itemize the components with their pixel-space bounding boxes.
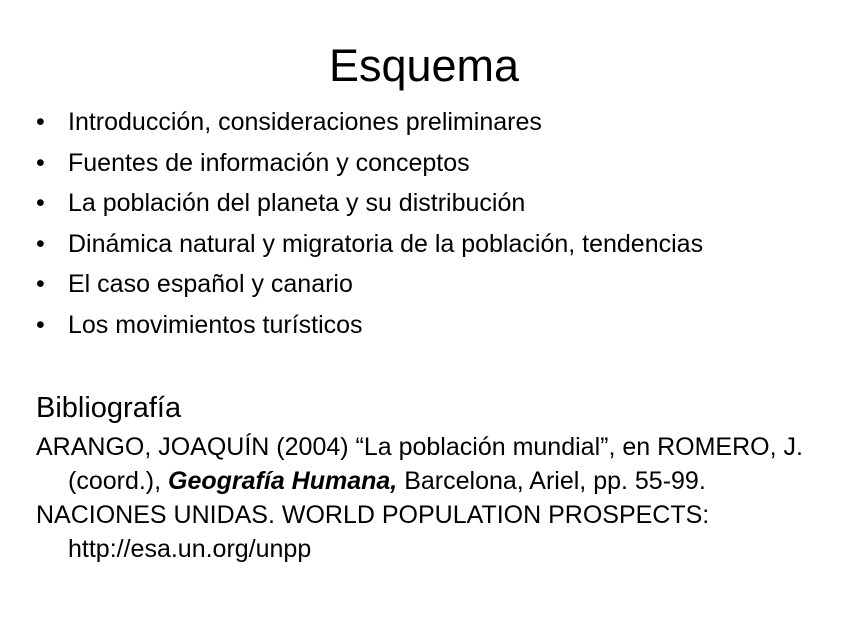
- reference-entry: [36, 498, 826, 566]
- bullet-icon: •: [36, 148, 45, 177]
- outline-item-text: Dinámica natural y migratoria de la población, tendencias: [68, 229, 704, 258]
- bullet-icon: •: [36, 108, 45, 136]
- bullet-icon: •: [36, 189, 45, 218]
- outline-item-text: La población del planeta y su distribución: [68, 189, 526, 218]
- bullet-icon: •: [36, 310, 45, 339]
- bullet-icon: •: [36, 229, 45, 258]
- outline-item: [36, 143, 826, 184]
- reference-text: ARANGO, JOAQUÍN (2004) “La población mundial”, en ROMERO, J. (coord.),: [36, 433, 803, 495]
- outline-item-text: Los movimientos turísticos: [68, 310, 363, 339]
- outline-item: [36, 305, 826, 346]
- outline-item: [36, 102, 826, 143]
- outline-item: [36, 264, 826, 305]
- reference-book-title: Geografía Humana,: [168, 467, 398, 495]
- bibliography-heading: Bibliografía: [36, 392, 182, 424]
- outline-list: [36, 102, 826, 346]
- outline-item-text: El caso español y canario: [68, 270, 353, 299]
- bullet-icon: •: [36, 270, 45, 299]
- outline-item-text: Introducción, consideraciones preliminares: [68, 108, 542, 136]
- outline-item-text: Fuentes de información y conceptos: [68, 148, 470, 177]
- bibliography-list: [36, 430, 826, 566]
- outline-item: [36, 224, 826, 265]
- reference-text: NACIONES UNIDAS. WORLD POPULATION PROSPECTS: http://esa.un.org/unpp: [36, 501, 710, 563]
- slide-title: Esquema: [328, 40, 520, 91]
- outline-item: [36, 183, 826, 224]
- reference-text-end: Barcelona, Ariel, pp. 55-99.: [397, 467, 706, 495]
- reference-entry: [36, 430, 826, 498]
